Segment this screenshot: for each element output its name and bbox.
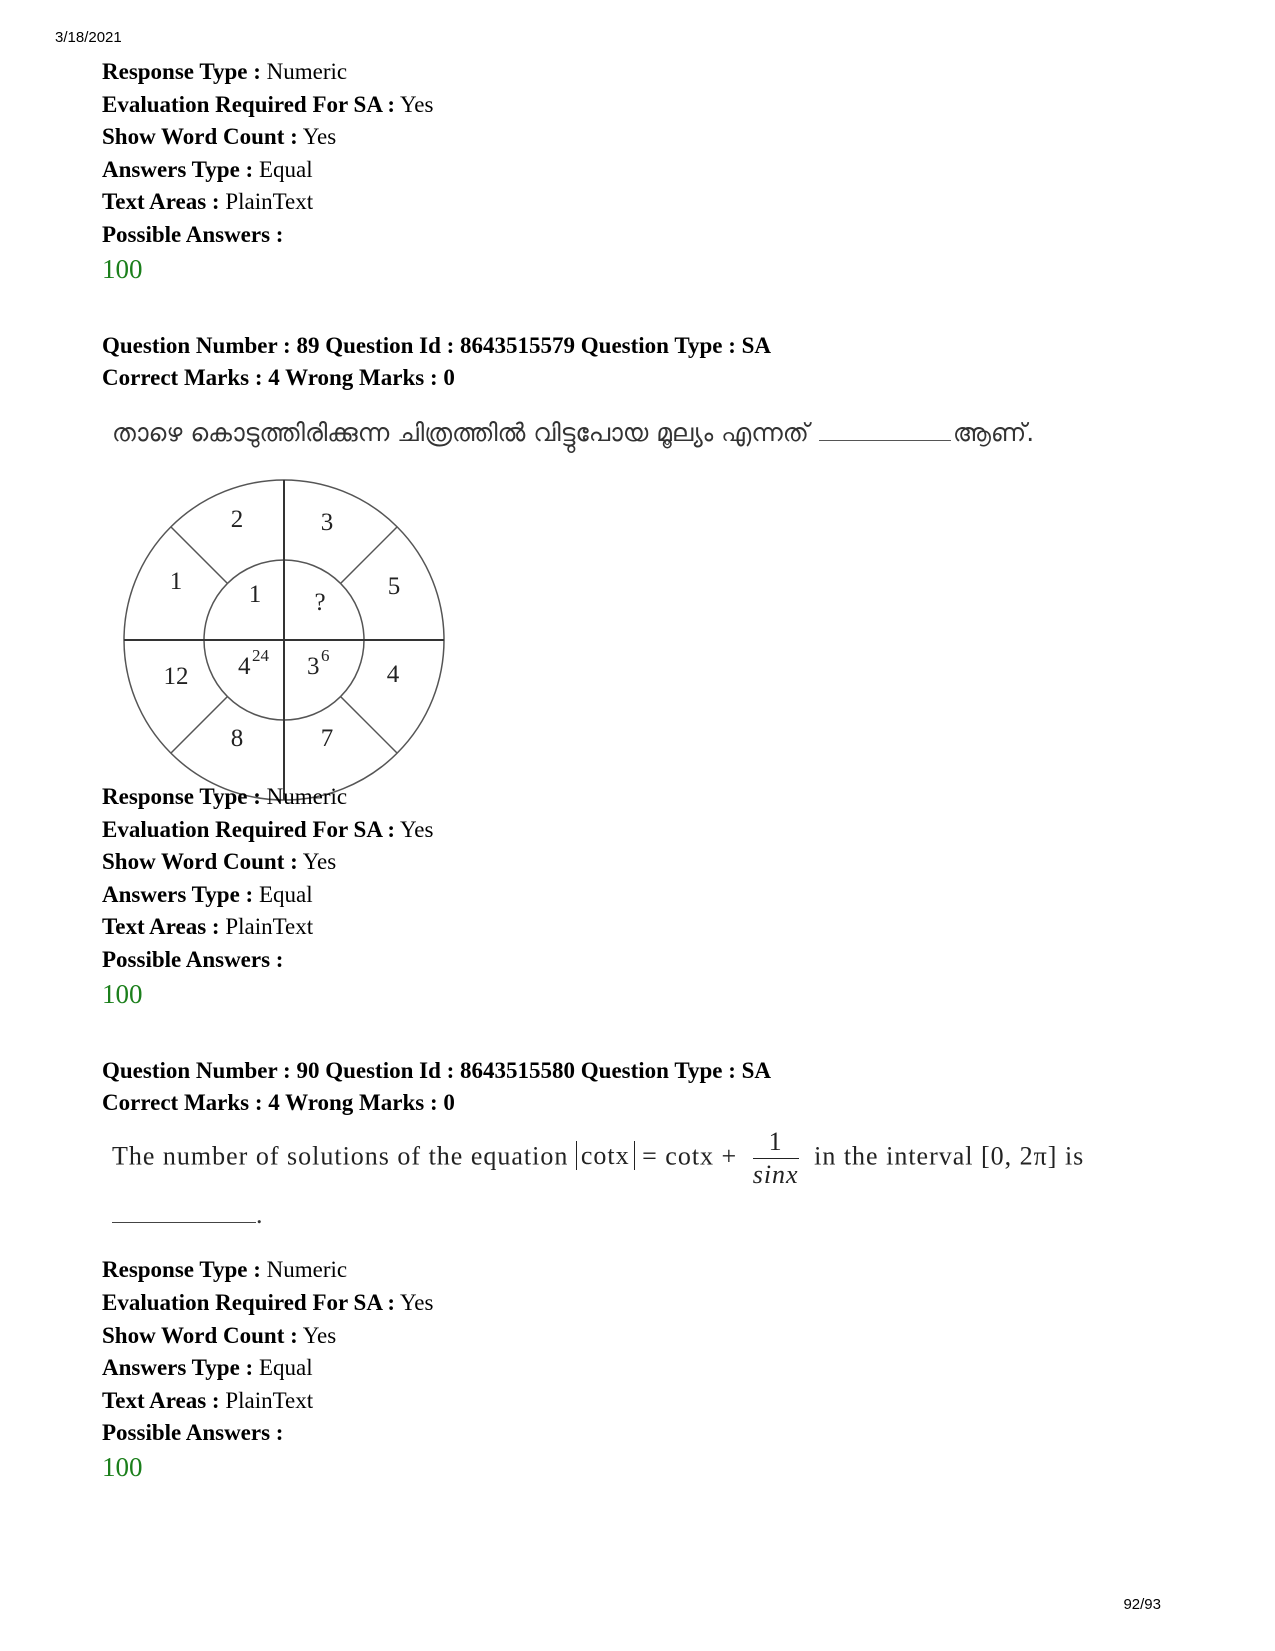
outer-value-2: 3 (320, 509, 334, 536)
q89-question-text: താഴെ കൊടുത്തിരിക്കുന്ന ചിത്രത്തിൽ വിട്ടുപോയ മൂല്യം എന്നത് ആണ്. (112, 418, 1035, 447)
q90-header: Question Number : 90 Question Id : 8643515580 Question Type : SA (102, 1058, 772, 1083)
q89-response-type-line: Response Type : Numeric (102, 784, 348, 809)
response-type-line: Response Type : Numeric (102, 59, 348, 84)
inner-value-missing: ? (314, 589, 326, 616)
fraction: $\frac{1}{\sin x}$ (752, 1127, 799, 1189)
q90-answers-type-line: Answers Type : Equal (102, 1355, 313, 1380)
q90-answer-blank: . (112, 1200, 263, 1230)
inner-value-bottom-right-exponent: 6 (321, 646, 330, 665)
answer-blank (819, 439, 951, 441)
answers-type-line: Answers Type : Equal (102, 157, 313, 182)
q90-possible-answer-value: 100 (102, 1452, 143, 1482)
q89-header: Question Number : 89 Question Id : 8643515579 Question Type : SA (102, 333, 772, 358)
outer-value-3: 5 (387, 573, 401, 600)
outer-value-6: 8 (230, 725, 244, 752)
q90-response-type-line: Response Type : Numeric (102, 1257, 348, 1282)
show-word-count-line: Show Word Count : Yes (102, 124, 337, 149)
q89-possible-answer-value: 100 (102, 979, 143, 1009)
number-wheel-figure (112, 468, 457, 813)
q89-text-areas-line: Text Areas : PlainText (102, 914, 314, 939)
diagonal-divider (171, 697, 227, 753)
q90-text-areas-line: Text Areas : PlainText (102, 1388, 314, 1413)
possible-answers-line: Possible Answers : (102, 222, 284, 247)
q89-answers-type-line: Answers Type : Equal (102, 882, 313, 907)
q89-possible-answers-line: Possible Answers : (102, 947, 284, 972)
q89-evaluation-required-line: Evaluation Required For SA : Yes (102, 817, 434, 842)
q89-marks: Correct Marks : 4 Wrong Marks : 0 (102, 365, 455, 390)
q90-evaluation-required-line: Evaluation Required For SA : Yes (102, 1290, 434, 1315)
outer-value-7: 12 (163, 663, 189, 690)
inner-value-top-left: 1 (248, 581, 262, 608)
inner-value-bottom-left-base: 4 (238, 653, 251, 680)
q90-possible-answers-line: Possible Answers : (102, 1420, 284, 1445)
text-areas-line: Text Areas : PlainText (102, 189, 314, 214)
outer-value-4: 4 (386, 661, 400, 688)
page-date: 3/18/2021 (55, 29, 122, 46)
abs-cot-expression: cotx (576, 1141, 635, 1170)
inner-value-bottom-right-base: 3 (307, 653, 320, 680)
evaluation-required-line: Evaluation Required For SA : Yes (102, 92, 434, 117)
possible-answer-value: 100 (102, 254, 143, 284)
q90-marks: Correct Marks : 4 Wrong Marks : 0 (102, 1090, 455, 1115)
diagonal-divider (341, 697, 397, 753)
q90-question-text: The number of solutions of the equation cotx = cotx + $\frac{1}{\sin x}$ in the interval [0, 2π] is (112, 1127, 1085, 1189)
outer-value-1: 2 (230, 506, 244, 533)
page-number: 92/93 (1123, 1596, 1161, 1613)
q89-show-word-count-line: Show Word Count : Yes (102, 849, 337, 874)
q90-show-word-count-line: Show Word Count : Yes (102, 1323, 337, 1348)
outer-value-8: 1 (169, 568, 183, 595)
outer-value-5: 7 (320, 725, 334, 752)
inner-value-bottom-left-exponent: 24 (252, 646, 269, 665)
